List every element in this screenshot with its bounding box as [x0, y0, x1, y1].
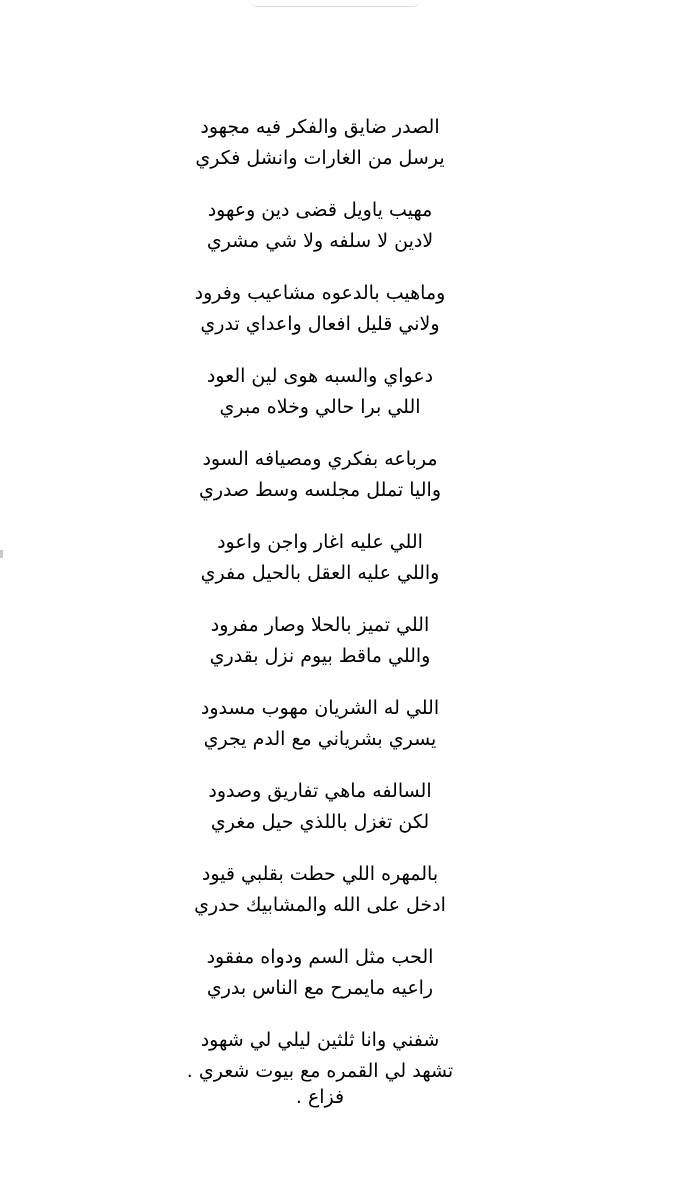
verse-line: اللي له الشريان مهوب مسدود: [200, 697, 440, 719]
side-marker: [0, 550, 3, 558]
stanza-7: [130, 610, 510, 693]
verse-line: اللي عليه اغار واجن واعود: [217, 531, 423, 553]
verse-line: راعيه مايمرح مع الناس بدري: [206, 977, 434, 999]
stanza-2: [130, 195, 510, 278]
poet-signature: فزاع .: [295, 1086, 345, 1108]
stanza-4: [130, 361, 510, 444]
verse-line: وماهيب بالدعوه مشاعيب وفرود: [194, 282, 446, 304]
verse-line: بالمهره اللي حطت بقلبي قيود: [201, 863, 439, 885]
verse-line: الحب مثل السم ودواه مفقود: [206, 946, 434, 968]
verse-line: السالفه ماهي تفاريق وصدود: [208, 780, 432, 802]
verse-line: مرباعه بفكري ومصيافه السود: [202, 448, 438, 470]
verse-line: مهيب ياويل قضى دين وعهود: [207, 199, 433, 221]
verse-line: شفني وانا ثلثين ليلي لي شهود: [200, 1029, 440, 1051]
stanza-10: [130, 859, 510, 942]
verse-line: واليا تملل مجلسه وسط صدري: [198, 479, 442, 501]
verse-line: ولاني قليل افعال واعداي تدري: [200, 313, 440, 335]
stanza-9: [130, 776, 510, 859]
verse-line: يسري بشرياني مع الدم يجري: [203, 728, 437, 750]
stanza-6: [130, 527, 510, 610]
verse-line: اللي برا حالي وخلاه مبري: [219, 396, 421, 418]
verse-line: تشهد لي القمره مع بيوت شعري .: [186, 1060, 454, 1082]
verse-line: واللي عليه العقل بالحيل مفري: [200, 562, 440, 584]
stanza-8: [130, 693, 510, 776]
verse-line: دعواي والسبه هوى لين العود: [206, 365, 434, 387]
verse-line: ادخل على الله والمشابيك حدري: [194, 894, 446, 916]
stanza-5: [130, 444, 510, 527]
stanza-3: [130, 278, 510, 361]
verse-line: لادين لا سلفه ولا شي مشري: [206, 230, 434, 252]
verse-line: واللي ماقط بيوم نزل بقدري: [209, 645, 431, 667]
poem-body: [130, 112, 510, 1113]
top-edge-decoration: [250, 0, 420, 7]
verse-line: اللي تميز بالحلا وصار مفرود: [210, 614, 430, 636]
verse-line: يرسل من الغارات وانشل فكري: [195, 147, 445, 169]
stanza-11: [130, 942, 510, 1025]
stanza-1: [130, 112, 510, 195]
stanza-12: [130, 1025, 510, 1087]
verse-line: لكن تغزل باللذي حيل مغري: [210, 811, 430, 833]
verse-line: الصدر ضايق والفكر فيه مجهود: [200, 116, 440, 138]
